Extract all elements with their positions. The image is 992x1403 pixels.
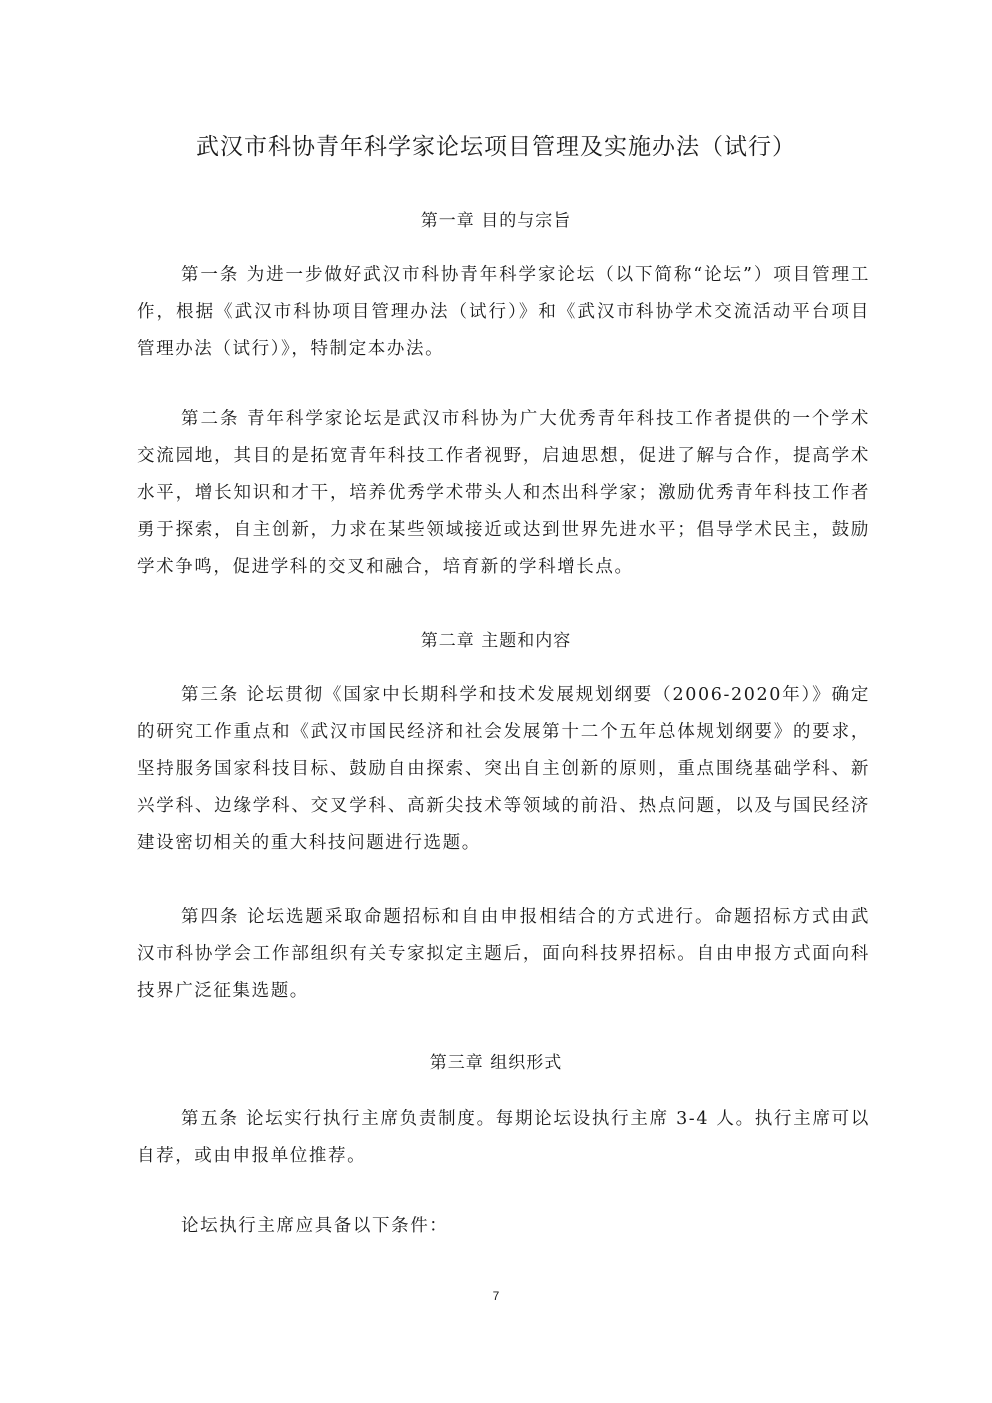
chapter-1-heading: 第一章 目的与宗旨 (420, 211, 572, 231)
article-2-paragraph: 第二条 青年科学家论坛是武汉市科协为广大优秀青年科技工作者提供的一个学术交流园地，其目的是拓宽青年科技工作者视野，启迪思想，促进了解与合作，提高学术水平，增长知识和才干，培养优秀学术带头人和杰出科学家；激励优秀青年科技工作者勇于探索，自主创新，力求在某些领域接近或达到世界先进水平；倡导学术民主，鼓励学术争鸣，促进学科的交叉和融合，培育新的学科增长点。 (137, 409, 870, 577)
article-1-paragraph: 第一条 为进一步做好武汉市科协青年科学家论坛（以下简称“论坛”）项目管理工作，根据《武汉市科协项目管理办法（试行）》和《武汉市科协学术交流活动平台项目管理办法（试行）》，特制定本办法。 (137, 265, 870, 359)
article-3-paragraph: 第三条 论坛贯彻《国家中长期科学和技术发展规划纲要（2006-2020年）》确定的研究工作重点和《武汉市国民经济和社会发展第十二个五年总体规划纲要》的要求，坚持服务国家科技目标、鼓励自由探索、突出自主创新的原则，重点围绕基础学科、新兴学科、边缘学科、交叉学科、高新尖技术等领域的前沿、热点问题，以及与国民经济建设密切相关的重大科技问题进行选题。 (137, 685, 870, 853)
article-4-paragraph: 第四条 论坛选题采取命题招标和自由申报相结合的方式进行。命题招标方式由武汉市科协学会工作部组织有关专家拟定主题后，面向科技界招标。自由申报方式面向科技界广泛征集选题。 (137, 907, 870, 1001)
chapter-2-heading: 第二章 主题和内容 (420, 631, 572, 651)
conditions-intro-paragraph: 论坛执行主席应具备以下条件： (181, 1216, 449, 1236)
article-5-paragraph: 第五条 论坛实行执行主席负责制度。每期论坛设执行主席 3-4 人。执行主席可以自荐，或由申报单位推荐。 (137, 1109, 870, 1166)
page-number: 7 (492, 1289, 500, 1303)
document-title: 武汉市科协青年科学家论坛项目管理及实施办法（试行） (196, 134, 796, 160)
chapter-3-heading: 第三章 组织形式 (429, 1053, 563, 1073)
